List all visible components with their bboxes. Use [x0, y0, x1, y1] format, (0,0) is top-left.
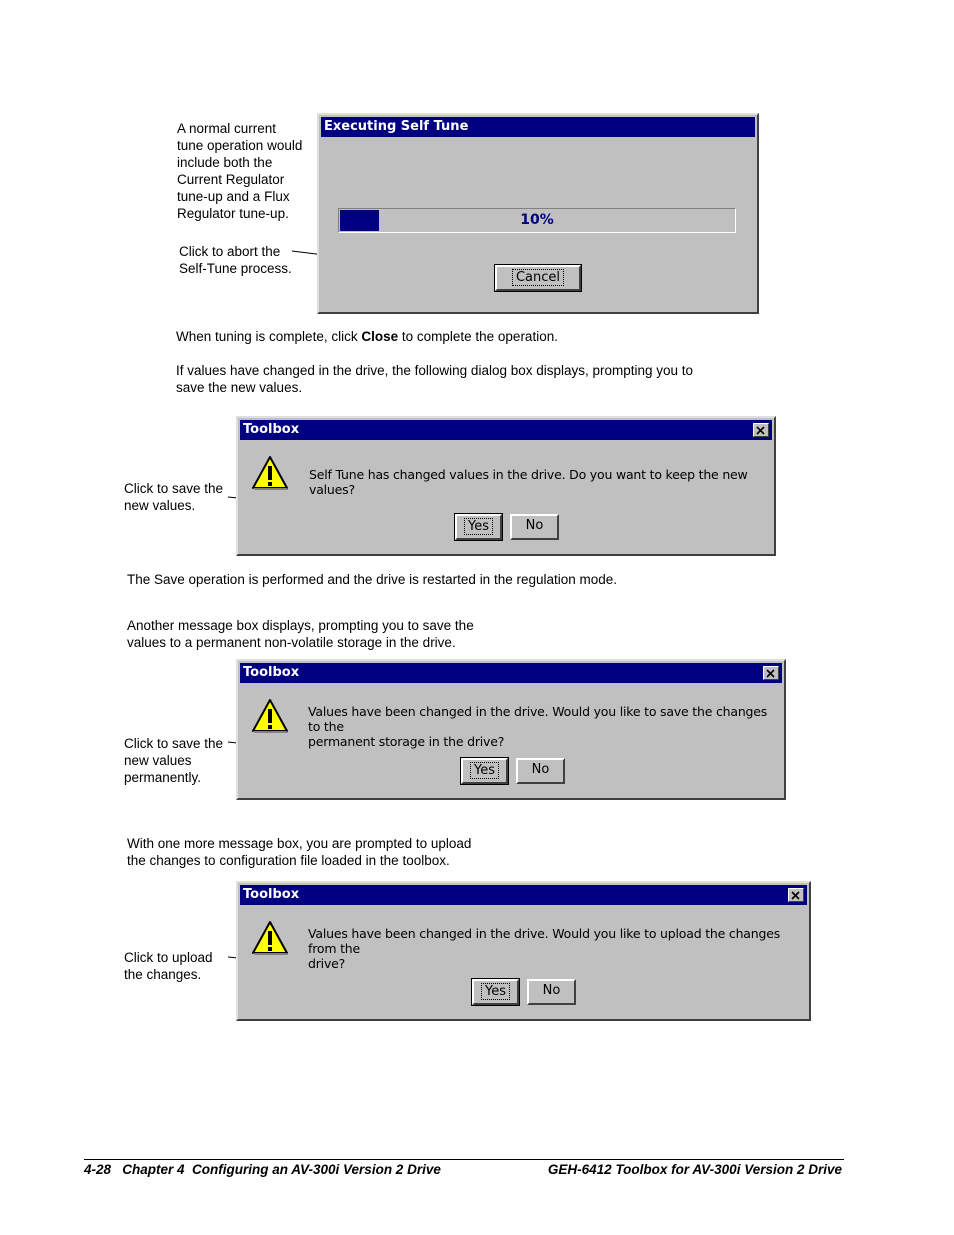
- save-values-note: Click to save the new values.: [124, 481, 224, 513]
- dialog1-message: Self Tune has changed values in the drive. Do you want to keep the new values?: [309, 467, 748, 497]
- self-tune-title: Executing Self Tune: [324, 119, 469, 134]
- dialog3-no-button[interactable]: [527, 979, 576, 1005]
- self-tune-progress-bar: [338, 208, 736, 233]
- close-icon: [789, 890, 803, 902]
- self-tune-progress-label: 10%: [520, 212, 554, 228]
- self-tune-dialog: [317, 113, 759, 314]
- warning-icon: [250, 454, 290, 494]
- cancel-button-label: Cancel: [512, 269, 564, 286]
- close-instruction-bold: Close: [361, 329, 399, 344]
- close-instruction: [176, 328, 776, 345]
- dialog3-title: Toolbox: [243, 887, 300, 902]
- save-permanently-note: Click to save the new values permanently.: [124, 736, 224, 785]
- dialog3-yes-label: Yes: [481, 983, 510, 1000]
- upload-note: Click to upload the changes.: [124, 950, 213, 982]
- dialog2-close-button[interactable]: [763, 666, 779, 680]
- close-instruction-before: When tuning is complete, click: [176, 329, 362, 344]
- dialog1-yes-label: Yes: [464, 518, 493, 535]
- upload-paragraph: With one more message box, you are prompted to upload the changes to configuration file loaded in the toolbox.: [127, 836, 472, 868]
- abort-note: Click to abort the Self-Tune process.: [179, 244, 292, 276]
- footer-document: GEH-6412 Toolbox for AV-300i Version 2 Drive: [547, 1162, 842, 1177]
- dialog3-yes-button[interactable]: [472, 979, 519, 1005]
- dialog1-yes-button[interactable]: [455, 514, 502, 540]
- dialog2-no-label: No: [531, 762, 550, 777]
- dialog3-titlebar: [240, 885, 807, 905]
- footer-rule: [84, 1159, 844, 1160]
- dialog1-close-button[interactable]: [753, 423, 769, 437]
- toolbox-dialog-permanent-storage: [236, 659, 786, 800]
- dialog1-no-button[interactable]: [510, 514, 559, 540]
- dialog3-no-label: No: [542, 983, 561, 998]
- close-icon: [764, 668, 778, 680]
- dialog2-message: Values have been changed in the drive. Would you like to save the changes to the permanent storage in the drive?: [308, 704, 768, 749]
- toolbox-dialog-keep-values: [236, 416, 776, 556]
- intro-note: A normal current tune operation would include both the Current Regulator tune-up and a Flux Regulator tune-up.: [177, 121, 303, 221]
- toolbox-dialog-upload: [236, 881, 811, 1021]
- close-instruction-after: to complete the operation.: [398, 329, 558, 344]
- dialog2-titlebar: [240, 663, 782, 683]
- dialog2-yes-label: Yes: [470, 762, 499, 779]
- footer-chapter: 4-28 Chapter 4 Configuring an AV-300i Version 2 Drive: [84, 1162, 441, 1177]
- self-tune-titlebar: [321, 117, 755, 137]
- dialog2-yes-button[interactable]: [461, 758, 508, 784]
- close-icon: [754, 425, 768, 437]
- another-message-paragraph: Another message box displays, prompting you to save the values to a permanent non-volatile storage in the drive.: [127, 618, 474, 650]
- dialog3-message: Values have been changed in the drive. Would you like to upload the changes from the drive?: [308, 926, 781, 971]
- values-changed-paragraph: If values have changed in the drive, the following dialog box displays, prompting you to save the new values.: [176, 363, 694, 395]
- dialog1-title: Toolbox: [243, 422, 300, 437]
- warning-icon: [250, 919, 290, 959]
- dialog2-title: Toolbox: [243, 665, 300, 680]
- dialog1-titlebar: [240, 420, 772, 440]
- dialog3-close-button[interactable]: [788, 888, 804, 902]
- save-operation-paragraph: The Save operation is performed and the drive is restarted in the regulation mode.: [127, 572, 618, 587]
- warning-icon: [250, 697, 290, 737]
- dialog1-no-label: No: [525, 518, 544, 533]
- cancel-button[interactable]: [495, 265, 581, 291]
- dialog2-no-button[interactable]: [516, 758, 565, 784]
